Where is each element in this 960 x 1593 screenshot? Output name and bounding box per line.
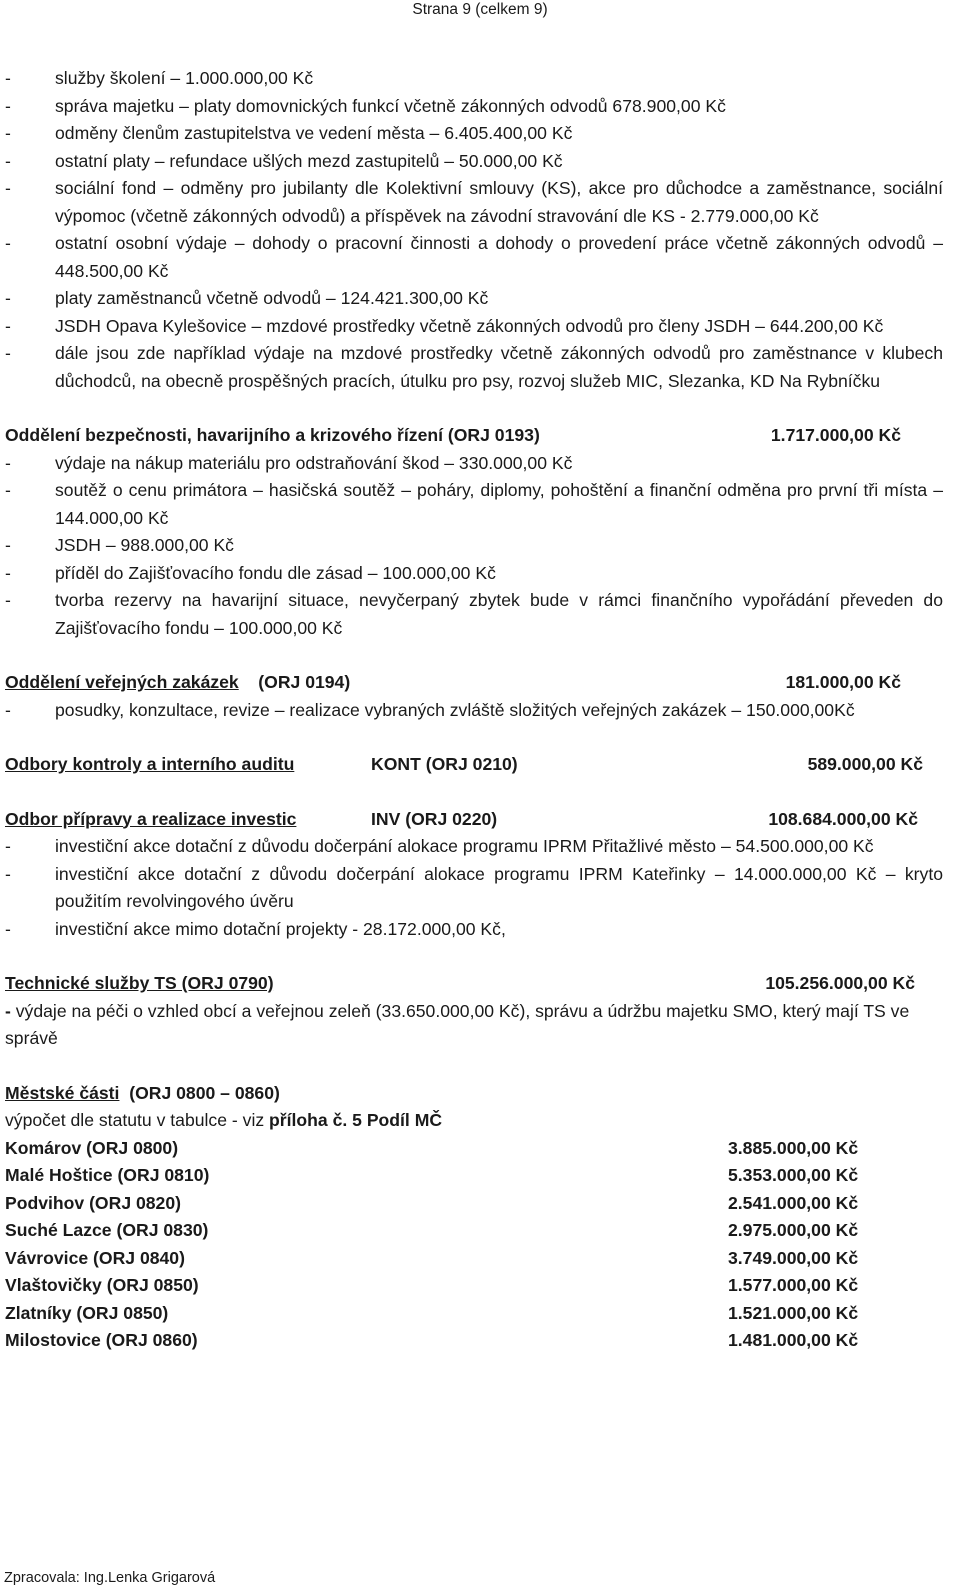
list-item: - dále jsou zde například výdaje na mzdové prostředky včetně zákonných odvodů pro zaměstnance v klubech důchodců, na obecně prospěšných pracích, útulku pro psy, rozvoj služeb MIC, Slezanka, KD Na Rybníčku bbox=[5, 343, 943, 391]
districts-orj: (ORJ 0800 – 0860) bbox=[129, 1082, 280, 1103]
footer-author: Zpracovala: Ing.Lenka Grigarová bbox=[4, 1570, 216, 1586]
districts-table bbox=[5, 1135, 893, 1355]
security-title: Oddělení bezpečnosti, havarijního a krizového řízení (ORJ 0193) bbox=[5, 425, 540, 445]
districts-heading bbox=[5, 1080, 943, 1108]
list-item: - investiční akce mimo dotační projekty - 28.172.000,00 Kč, bbox=[5, 918, 506, 939]
list-item: - posudky, konzultace, revize – realizace vybraných zvláště složitých veřejných zakázek – 150.000,00Kč bbox=[5, 699, 855, 720]
list-item: - investiční akce dotační z důvodu dočerpání alokace programu IPRM Přitažlivé město – 54.500.000,00 Kč bbox=[5, 836, 874, 856]
audit-code: KONT (ORJ 0210) bbox=[371, 754, 518, 774]
security-list bbox=[5, 450, 943, 643]
investment-code: INV (ORJ 0220) bbox=[371, 808, 498, 829]
procurement-orj: (ORJ 0194) bbox=[258, 672, 351, 692]
list-item: - příděl do Zajišťovacího fondu dle zásad – 100.000,00 Kč bbox=[5, 562, 496, 583]
list-item: - odměny členům zastupitelstva ve vedení města – 6.405.400,00 Kč bbox=[5, 123, 573, 143]
list-item: - sociální fond – odměny pro jubilanty dle Kolektivní smlouvy (KS), akce pro důchodce a zaměstnance, sociální výpomoc (včetně zákonných odvodů) a příspěvek na závodní stravování dle KS - 2.779.000,00 Kč bbox=[5, 178, 943, 226]
document-body bbox=[5, 65, 943, 1355]
procurement-title: Oddělení veřejných zakázek bbox=[5, 672, 239, 692]
list-item: - správa majetku – platy domovnických funkcí včetně zákonných odvodů 678.900,00 Kč bbox=[5, 95, 726, 116]
list-item: - platy zaměstnanců včetně odvodů – 124.421.300,00 Kč bbox=[5, 288, 489, 308]
table-row: Milostovice (ORJ 0860) 1.481.000,00 Kč bbox=[5, 1330, 859, 1350]
districts-title: Městské části bbox=[5, 1082, 120, 1103]
investment-amount: 108.684.000,00 Kč bbox=[768, 808, 918, 829]
technical-title: Technické služby TS (ORJ 0790) bbox=[5, 973, 274, 993]
table-row: Zlatníky (ORJ 0850) 1.521.000,00 Kč bbox=[5, 1302, 859, 1323]
investment-list bbox=[5, 833, 943, 943]
audit-title: Odbory kontroly a interního auditu bbox=[5, 754, 295, 774]
audit-heading bbox=[5, 751, 943, 779]
page-number-header: Strana 9 (celkem 9) bbox=[412, 1, 548, 18]
intro-list bbox=[5, 65, 943, 395]
procurement-amount: 181.000,00 Kč bbox=[785, 672, 901, 692]
list-item: - výdaje na nákup materiálu pro odstraňování škod – 330.000,00 Kč bbox=[5, 452, 573, 473]
table-row: Malé Hoštice (ORJ 0810) 5.353.000,00 Kč bbox=[5, 1165, 859, 1185]
list-item: - JSDH Opava Kylešovice – mzdové prostředky včetně zákonných odvodů pro členy JSDH – 644.200,00 Kč bbox=[5, 315, 884, 336]
security-amount: 1.717.000,00 Kč bbox=[770, 425, 901, 445]
list-item: - ostatní osobní výdaje – dohody o pracovní činnosti a dohody o provedení práce včetně zákonných odvodů – 448.500,00 Kč bbox=[5, 233, 943, 281]
technical-description: - výdaje na péči o vzhled obcí a veřejnou zeleň (33.650.000,00 Kč), správu a údržbu majetku SMO, který mají TS ve správě bbox=[5, 1000, 910, 1048]
list-item: - JSDH – 988.000,00 Kč bbox=[5, 535, 234, 555]
security-heading bbox=[5, 422, 943, 450]
list-item: - služby školení – 1.000.000,00 Kč bbox=[5, 68, 314, 88]
table-row: Suché Lazce (ORJ 0830) 2.975.000,00 Kč bbox=[5, 1220, 859, 1240]
audit-amount: 589.000,00 Kč bbox=[807, 754, 923, 774]
list-item: - soutěž o cenu primátora – hasičská soutěž – poháry, diplomy, pohoštění a finanční odměna pro první tři místa – 144.000,00 Kč bbox=[5, 480, 943, 528]
procurement-heading bbox=[5, 669, 943, 697]
table-row: Vávrovice (ORJ 0840) 3.749.000,00 Kč bbox=[5, 1247, 859, 1268]
list-item: - tvorba rezervy na havarijní situace, nevyčerpaný zbytek bude v rámci finančního vypořádání převeden do Zajišťovacího fondu – 100.000,00 Kč bbox=[5, 590, 943, 638]
procurement-list bbox=[5, 697, 943, 725]
technical-heading bbox=[5, 970, 943, 998]
list-item: - investiční akce dotační z důvodu dočerpání alokace programu IPRM Kateřinky – 14.000.000,00 Kč – kryto použitím revolvingového úvěru bbox=[5, 863, 943, 911]
list-item: - ostatní platy – refundace ušlých mezd zastupitelů – 50.000,00 Kč bbox=[5, 150, 563, 171]
investment-title: Odbor přípravy a realizace investic bbox=[5, 808, 297, 829]
table-row: Vlaštovičky (ORJ 0850) 1.577.000,00 Kč bbox=[5, 1275, 859, 1295]
technical-amount: 105.256.000,00 Kč bbox=[765, 973, 915, 993]
districts-note: výpočet dle statutu v tabulce - viz příloha č. 5 Podíl MČ bbox=[5, 1110, 443, 1130]
table-row: Komárov (ORJ 0800) 3.885.000,00 Kč bbox=[5, 1137, 859, 1158]
investment-heading bbox=[5, 806, 943, 834]
table-row: Podvihov (ORJ 0820) 2.541.000,00 Kč bbox=[5, 1192, 859, 1213]
